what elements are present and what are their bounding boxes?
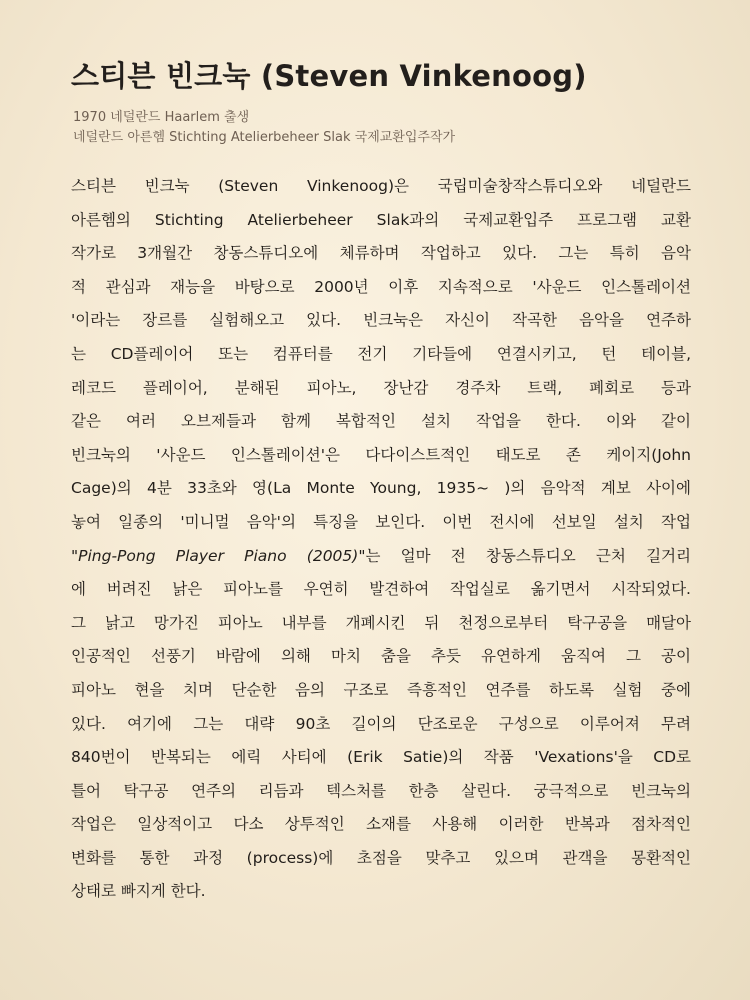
body-line-6: 는 CD플레이어 또는 컴퓨터를 전기 기타들에 연결시키고, 턴 테이블,	[71, 344, 691, 363]
body-line-22: 상태로 빠지게 한다.	[71, 882, 206, 901]
artist-residency-info: 네덜란드 아른헴 Stichting Atelierbeheer Slak 국제교환입주작가	[73, 130, 456, 145]
body-line-1: 스티븐 빈크눅 (Steven Vinkenoog)은 국립미술창작스튜디오와 네덜란드	[71, 177, 691, 195]
body-line-4: 적 관심과 재능을 바탕으로 2000년 이후 지속적으로 '사운드 인스톨레이션	[71, 277, 691, 296]
artist-description	[71, 170, 691, 909]
body-line-14: 그 낡고 망가진 피아노 내부를 개폐시킨 뒤 천정으로부터 탁구공을 매달아	[71, 613, 691, 632]
body-line-21: 변화를 통한 과정 (process)에 초점을 맞추고 있으며 관객을 몽환적인	[71, 848, 691, 867]
body-line-2: 아른헴의 Stichting Atelierbeheer Slak과의 국제교환입주 프로그램 교환	[71, 210, 691, 229]
body-line-19: 틀어 탁구공 연주의 리듬과 텍스처를 한층 살린다. 궁극적으로 빈크눅의	[71, 781, 691, 800]
body-line-16: 피아노 현을 치며 단순한 음의 구조로 즉흥적인 연주를 하도록 실험 중에	[71, 680, 691, 699]
body-line-5: '이라는 장르를 실험해오고 있다. 빈크눅은 자신이 작곡한 음악을 연주하	[71, 311, 691, 330]
body-line-12-text: 는 얼마 전 창동스튜디오 근처 길거리	[365, 546, 691, 565]
body-line-9: 빈크눅의 '사운드 인스톨레이션'은 다다이스트적인 태도로 존 케이지(John	[71, 445, 691, 464]
body-line-3: 작가로 3개월간 창동스튜디오에 체류하며 작업하고 있다. 그는 특히 음악	[71, 244, 691, 263]
artist-birth-info: 1970 네덜란드 Haarlem 출생	[73, 110, 250, 125]
body-line-11: 놓여 일종의 '미니멀 음악'의 특징을 보인다. 이번 전시에 선보일 설치 작업	[71, 512, 691, 531]
body-line-10: Cage)의 4분 33초와 영(La Monte Young, 1935~ )의 음악적 계보 사이에	[71, 479, 691, 498]
body-line-17: 있다. 여기에 그는 대략 90초 길이의 단조로운 구성으로 이루어져 무려	[71, 714, 691, 733]
artist-title: 스티븐 빈크눅 (Steven Vinkenoog)	[71, 59, 587, 93]
work-title: "Ping-Pong Player Piano (2005)"	[71, 546, 366, 565]
body-line-8: 같은 여러 오브제들과 함께 복합적인 설치 작업을 한다. 이와 같이	[71, 412, 691, 431]
body-line-15: 인공적인 선풍기 바람에 의해 마치 춤을 추듯 유연하게 움직여 그 공이	[71, 647, 691, 666]
body-line-18: 840번이 반복되는 에릭 사티에 (Erik Satie)의 작품 'Vexations'을 CD로	[71, 748, 691, 767]
body-line-12	[71, 540, 691, 574]
body-line-13: 에 버려진 낡은 피아노를 우연히 발견하여 작업실로 옮기면서 시작되었다.	[71, 580, 691, 599]
body-line-20: 작업은 일상적이고 다소 상투적인 소재를 사용해 이러한 반복과 점차적인	[71, 815, 691, 834]
body-line-7: 레코드 플레이어, 분해된 피아노, 장난감 경주차 트랙, 폐회로 등과	[71, 378, 691, 397]
